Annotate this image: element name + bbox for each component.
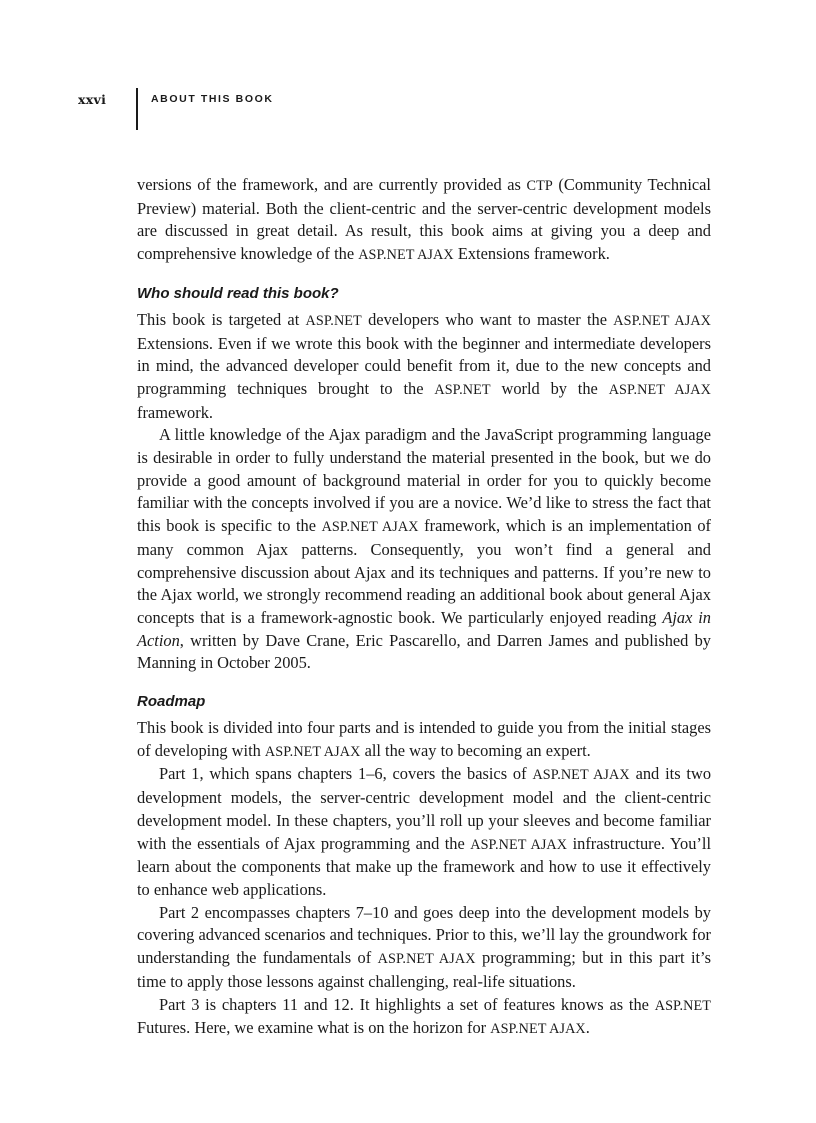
- page-number: xxvi: [78, 92, 107, 107]
- who-paragraph-1: This book is targeted at ASP.NET developers who want to master the ASP.NET AJAX Extensions. Even if we wrote this book with the beginner and intermediate developers in mind, the advanced developer could benefit from it, due to the new concepts and programming techniques brought to the ASP.NET world by the ASP.NET AJAX framework.: [137, 309, 712, 422]
- roadmap-paragraph-1: This book is divided into four parts and is intended to guide you from the initial stages of developing with ASP.NET AJAX all the way to becoming an expert.: [137, 718, 711, 760]
- book-title: Ajax in Action: [137, 607, 711, 650]
- section-heading-who: Who should read this book?: [137, 284, 339, 302]
- roadmap-paragraph-4: Part 3 is chapters 11 and 12. It highlights a set of features knows as the ASP.NET Futures. Here, we examine what is on the horizon for ASP.NET AJAX.: [137, 994, 711, 1038]
- intro-paragraph: versions of the framework, and are currently provided as CTP (Community Technical Preview) material. Both the client-centric and the server-centric development models are discussed in great detail. As result, this book aims at giving you a deep and comprehensive knowledge of the ASP.NET AJAX Extensions framework.: [137, 175, 711, 264]
- header-divider: [136, 88, 138, 130]
- section-heading-roadmap: Roadmap: [137, 693, 206, 711]
- running-head: ABOUT THIS BOOK: [151, 93, 274, 105]
- page-body: [137, 174, 711, 1041]
- roadmap-paragraph-3: Part 2 encompasses chapters 7–10 and goes deep into the development models by covering advanced scenarios and techniques. Prior to this, we’ll lay the groundwork for understanding the fundamentals of ASP.NET AJAX programming; but in this part it’s time to apply those lessons against challenging, real-life situations.: [137, 902, 711, 991]
- page-header: [0, 88, 816, 132]
- who-paragraph-2: A little knowledge of the Ajax paradigm and the JavaScript programming language is desirable in order to fully understand the material presented in the book, but we do provide a good amount of background material in order for you to quickly become familiar with the concepts involved if you are a novice. We’d like to stress the fact that this book is specific to the ASP.NET AJAX framework, which is an implementation of many common Ajax patterns. Consequently, you won’t find a general and comprehensive discussion about Ajax and its techniques and patterns. If you’re new to the Ajax world, we strongly recommend reading an additional book about general Ajax concepts that is a framework-agnostic book. We particularly enjoyed reading Ajax in Action, written by Dave Crane, Eric Pascarello, and Darren James and published by Manning in October 2005.: [137, 425, 711, 673]
- roadmap-paragraph-2: Part 1, which spans chapters 1–6, covers the basics of ASP.NET AJAX and its two development models, the server-centric development model and the client-centric development model. In these chapters, you’ll roll up your sleeves and become familiar with the essentials of Ajax programming and the ASP.NET AJAX infrastructure. You’ll learn about the components that make up the framework and how to use it effectively to enhance web applications.: [137, 764, 712, 899]
